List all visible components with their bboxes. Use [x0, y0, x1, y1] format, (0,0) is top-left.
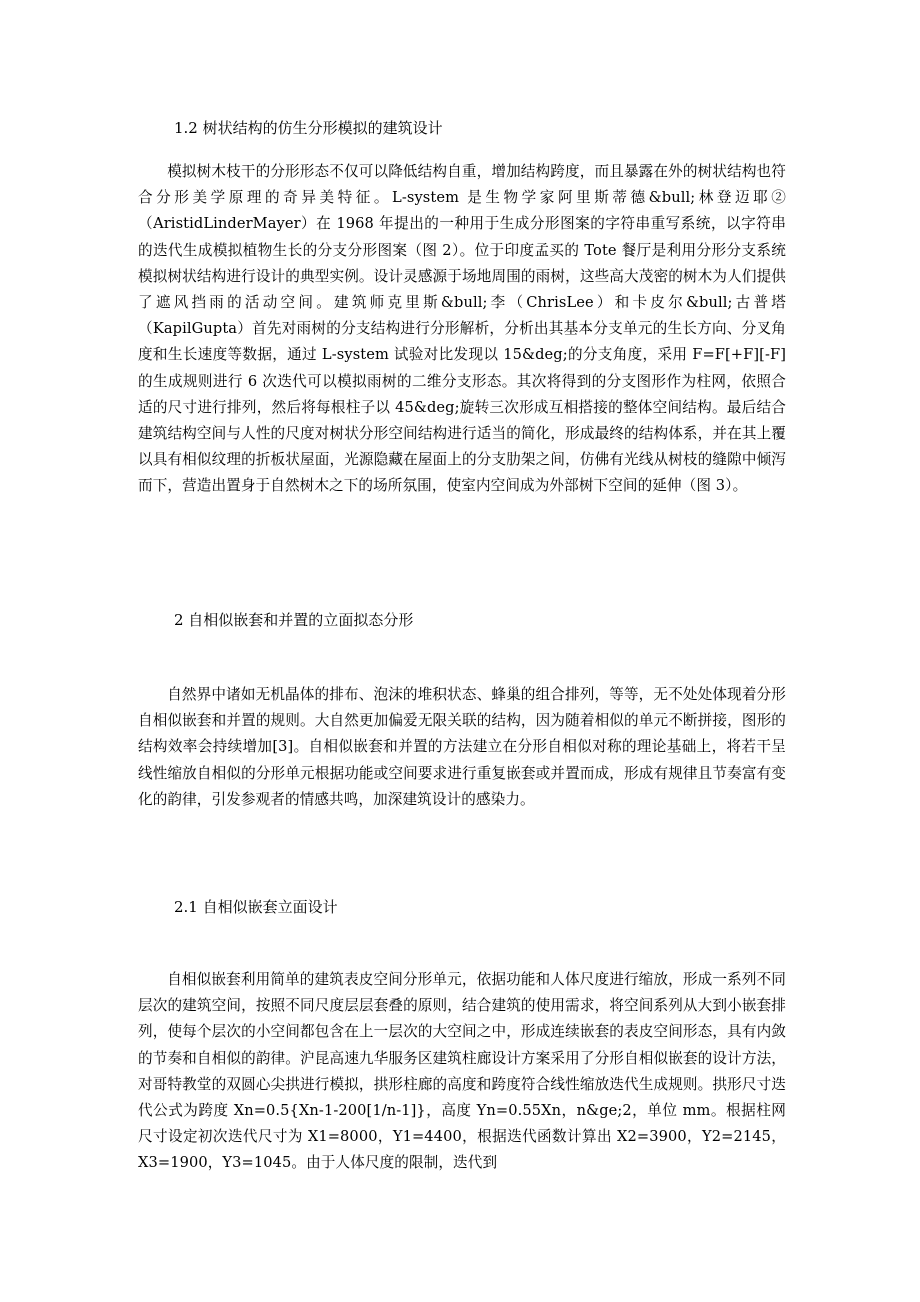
- paragraph-tree-structure: 模拟树木枝干的分形形态不仅可以降低结构自重，增加结构跨度，而且暴露在外的树状结构也符合分形美学原理的奇异美特征。L-system 是生物学家阿里斯蒂德&bull;林登迈耶②（AristidLinderMayer）在 1968 年提出的一种用于生成分形图案的字符串重写系统，以字符串的迭代生成模拟植物生长的分支分形图案（图 2）。位于印度孟买的 Tote 餐厅是利用分形分支系统模拟树状结构进行设计的典型实例。设计灵感源于场地周围的雨树，这些高大茂密的树木为人们提供了遮风挡雨的活动空间。建筑师克里斯&bull;李（ChrisLee）和卡皮尔&bull;古普塔（KapilGupta）首先对雨树的分支结构进行分形解析，分析出其基本分支单元的生长方向、分叉角度和生长速度等数据，通过 L-system 试验对比发现以 15&deg;的分支角度，采用 F=F[+F][-F]的生成规则进行 6 次迭代可以模拟雨树的二维分支形态。其次将得到的分支图形作为柱网，依照合适的尺寸进行排列，然后将每根柱子以 45&deg;旋转三次形成互相搭接的整体空间结构。最后结合建筑结构空间与人性的尺度对树状分形空间结构进行适当的简化，形成最终的结构体系，并在其上覆以具有相似纹理的折板状屋面，光源隐藏在屋面上的分支肋架之间，仿佛有光线从树枝的缝隙中倾泻而下，营造出置身于自然树木之下的场所氛围，使室内空间成为外部树下空间的延伸（图 3）。: [138, 163, 786, 495]
- section-heading-1-2: 1.2 树状结构的仿生分形模拟的建筑设计: [174, 119, 443, 137]
- section-heading-2: 2 自相似嵌套和并置的立面拟态分形: [174, 611, 414, 629]
- section-heading-2-1: 2.1 自相似嵌套立面设计: [174, 898, 338, 916]
- paragraph-nesting-facade: 自相似嵌套利用简单的建筑表皮空间分形单元，依据功能和人体尺度进行缩放，形成一系列不同层次的建筑空间，按照不同尺度层层套叠的原则，结合建筑的使用需求，将空间系列从大到小嵌套排列，使每个层次的小空间都包含在上一层次的大空间之中，形成连续嵌套的表皮空间形态，具有内敛的节奏和自相似的韵律。沪昆高速九华服务区建筑柱廊设计方案采用了分形自相似嵌套的设计方法，对哥特教堂的双圆心尖拱进行模拟，拱形柱廊的高度和跨度符合线性缩放迭代生成规则。拱形尺寸迭代公式为跨度 Xn=0.5{Xn-1-200[1/n-1]}，高度 Yn=0.55Xn，n&ge;2，单位 mm。根据柱网尺寸设定初次迭代尺寸为 X1=8000，Y1=4400，根据迭代函数计算出 X2=3900，Y2=2145，X3=1900，Y3=1045。由于人体尺度的限制，迭代到: [138, 971, 786, 1172]
- paragraph-self-similar: 自然界中诸如无机晶体的排布、泡沫的堆积状态、蜂巢的组合排列，等等，无不处处体现着分形自相似嵌套和并置的规则。大自然更加偏爱无限关联的结构，因为随着相似的单元不断拼接，图形的结构效率会持续增加[3]。自相似嵌套和并置的方法建立在分形自相似对称的理论基础上，将若干呈线性缩放自相似的分形单元根据功能或空间要求进行重复嵌套或并置而成，形成有规律且节奏富有变化的韵律，引发参观者的情感共鸣，加深建筑设计的感染力。: [138, 686, 786, 808]
